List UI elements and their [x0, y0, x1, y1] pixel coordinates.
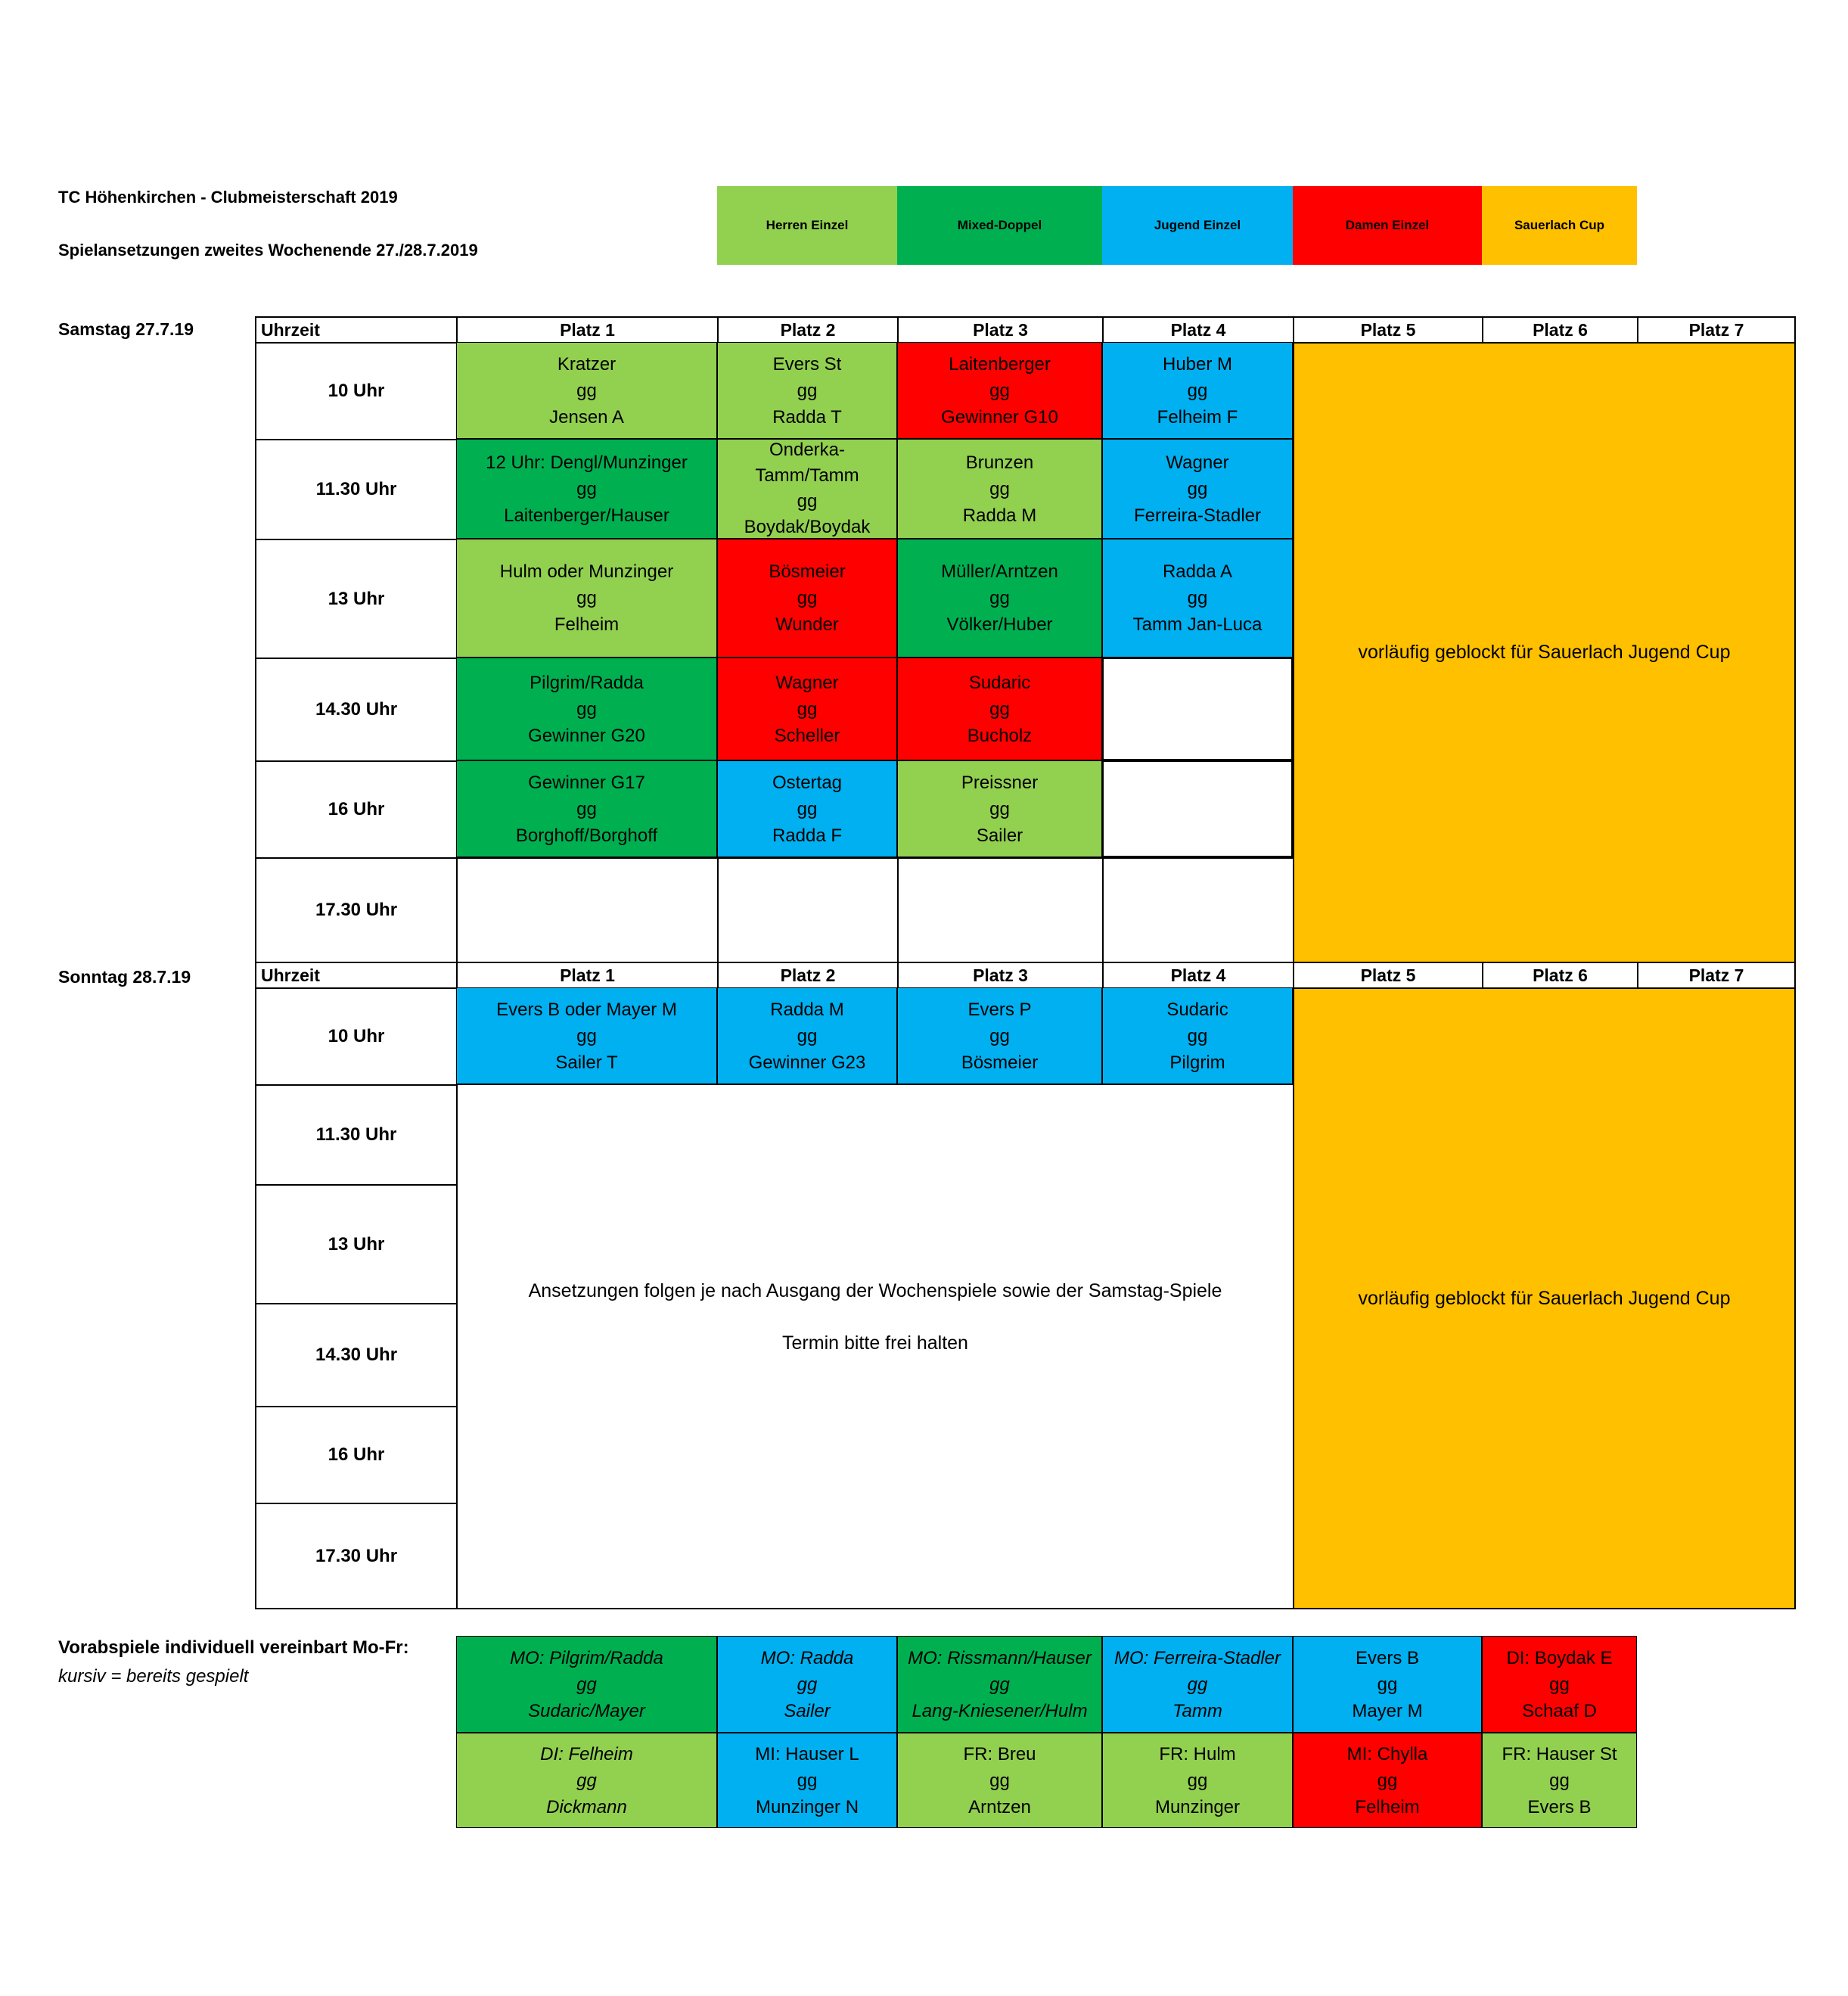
pre-r1-c2	[717, 1636, 897, 1733]
player-b: Schaaf D	[1522, 1700, 1597, 1721]
vs-label: gg	[989, 1674, 1010, 1695]
player-a: MO: Ferreira-Stadler	[1113, 1647, 1281, 1668]
player-a: FR: Hulm	[1159, 1743, 1236, 1764]
player-b: Jensen A	[549, 406, 624, 427]
player-a: Gewinner G17	[528, 772, 645, 793]
sat-match-r3-platz1	[456, 539, 717, 658]
player-b: Sailer	[976, 825, 1023, 846]
vs-label: gg	[1187, 1025, 1208, 1046]
vs-label: gg	[576, 1770, 597, 1791]
sat-time-4: 14.30 Uhr	[255, 658, 458, 762]
player-a: FR: Hauser St	[1502, 1743, 1617, 1764]
sun-time-3: 13 Uhr	[255, 1184, 458, 1304]
player-a: Wagner	[1166, 452, 1229, 473]
player-a: Wagner	[775, 672, 839, 693]
player-b: Evers B	[1527, 1796, 1592, 1817]
player-a: Evers St	[772, 353, 842, 375]
sun-time-2: 11.30 Uhr	[255, 1084, 458, 1186]
player-a: 12 Uhr: Dengl/Munzinger	[486, 452, 688, 473]
pre-r1-c3	[897, 1636, 1102, 1733]
player-a: Pilgrim/Radda	[530, 672, 644, 693]
vs-label: gg	[989, 478, 1010, 499]
vs-label: gg	[1187, 588, 1208, 608]
player-b: Arntzen	[968, 1796, 1031, 1817]
player-a: Radda M	[770, 999, 844, 1020]
player-a: Ostertag	[772, 772, 843, 793]
col-platz-5: Platz 5	[1293, 316, 1483, 344]
player-b: Wunder	[775, 614, 839, 635]
player-b: Sailer T	[555, 1052, 618, 1073]
pre-r1-c5	[1293, 1636, 1482, 1733]
sun-match-r1-platz2	[717, 987, 897, 1084]
col-platz-2: Platz 2	[717, 316, 899, 344]
player-a: Laitenberger	[949, 353, 1051, 375]
sat-match-r4-platz3	[897, 658, 1102, 760]
sun-notice: Ansetzungen folgen je nach Ausgang der Wochenspiele sowie der Samstag-Spiele	[528, 1280, 1222, 1301]
legend-damen-einzel: Damen Einzel	[1293, 186, 1482, 265]
sat-match-r5-platz1	[456, 760, 717, 857]
sat-time-3: 13 Uhr	[255, 539, 458, 659]
player-a: Sudaric	[968, 672, 1031, 693]
player-b: Radda T	[772, 406, 842, 427]
pre-note: kursiv = bereits gespielt	[58, 1666, 249, 1687]
sat-empty-r5-platz4	[1102, 760, 1293, 857]
pre-r2-c2	[717, 1733, 897, 1828]
player-b: Lang-Kniesener/Hulm	[912, 1700, 1088, 1721]
player-a: Hulm oder Munzinger	[499, 561, 674, 582]
sat-empty-r6-platz3	[897, 857, 1104, 963]
player-b: Boydak/Boydak	[744, 517, 871, 537]
vs-label: gg	[576, 798, 597, 819]
vs-label: gg	[989, 1025, 1010, 1046]
sat-match-r1-platz3	[897, 342, 1102, 439]
player-a: Evers P	[967, 999, 1032, 1020]
col-platz-4-sun: Platz 4	[1102, 962, 1294, 989]
vs-label: gg	[1187, 380, 1208, 401]
col-platz-2-sun: Platz 2	[717, 962, 899, 989]
pre-r2-c5	[1293, 1733, 1482, 1828]
vs-label: gg	[576, 1674, 597, 1695]
player-b: Scheller	[774, 725, 840, 746]
sunday-label: Sonntag 28.7.19	[58, 967, 191, 987]
sat-match-r5-platz3	[897, 760, 1102, 857]
player-a: Evers B	[1355, 1647, 1420, 1668]
sun-time-6: 17.30 Uhr	[255, 1503, 458, 1609]
col-platz-3-sun: Platz 3	[897, 962, 1104, 989]
player-a: Onderka- Tamm/Tamm	[755, 440, 859, 486]
vs-label: gg	[989, 1770, 1010, 1791]
sat-match-r1-platz1	[456, 342, 717, 439]
player-b: Sailer	[784, 1700, 831, 1721]
vs-label: gg	[1187, 1674, 1208, 1695]
sun-match-r1-platz1	[456, 987, 717, 1084]
player-a: FR: Breu	[963, 1743, 1036, 1764]
vs-label: gg	[797, 1674, 818, 1695]
player-b: Tamm Jan-Luca	[1132, 614, 1263, 635]
player-a: MO: Radda	[760, 1647, 854, 1668]
vs-label: gg	[989, 798, 1010, 819]
player-b: Sudaric/Mayer	[528, 1700, 645, 1721]
player-b: Radda F	[772, 825, 843, 846]
sat-match-r1-platz4	[1102, 342, 1293, 439]
col-platz-3: Platz 3	[897, 316, 1104, 344]
sat-match-r2-platz1	[456, 439, 717, 539]
player-b: Ferreira-Stadler	[1133, 505, 1262, 526]
pre-r2-c6	[1482, 1733, 1637, 1828]
sat-match-r2-platz3	[897, 439, 1102, 539]
sat-time-2: 11.30 Uhr	[255, 439, 458, 540]
player-a: Huber M	[1162, 353, 1233, 375]
legend-mixed-doppel: Mixed-Doppel	[897, 186, 1102, 265]
vs-label: gg	[989, 380, 1010, 401]
player-a: MO: Rissmann/Hauser	[908, 1647, 1092, 1668]
page-title: TC Höhenkirchen - Clubmeisterschaft 2019	[58, 188, 398, 207]
vs-label: gg	[576, 698, 597, 720]
sat-match-r1-platz2	[717, 342, 897, 439]
col-platz-7-sun: Platz 7	[1637, 962, 1796, 989]
player-b: Felheim F	[1157, 406, 1238, 427]
vs-label: gg	[797, 1025, 818, 1046]
player-b: Bucholz	[967, 725, 1033, 746]
sat-empty-r6-platz1	[456, 857, 719, 963]
player-a: MO: Pilgrim/Radda	[510, 1647, 663, 1668]
sat-time-1: 10 Uhr	[255, 342, 458, 440]
player-b: Bösmeier	[961, 1052, 1039, 1073]
vs-label: gg	[1187, 478, 1208, 499]
col-platz-6-sun: Platz 6	[1482, 962, 1638, 989]
vs-label: gg	[1549, 1770, 1570, 1791]
vs-label: gg	[1549, 1674, 1570, 1695]
vs-label: gg	[797, 588, 818, 608]
player-b: Laitenberger/Hauser	[504, 505, 669, 526]
player-b: Tamm	[1172, 1700, 1222, 1721]
pre-r1-c1	[456, 1636, 717, 1733]
sun-time-4: 14.30 Uhr	[255, 1303, 458, 1407]
pre-r1-c6	[1482, 1636, 1637, 1733]
col-platz-4: Platz 4	[1102, 316, 1294, 344]
vs-label: gg	[797, 798, 818, 819]
sat-time-5: 16 Uhr	[255, 760, 458, 859]
pre-r2-c3	[897, 1733, 1102, 1828]
player-b: Gewinner G20	[528, 725, 645, 746]
pre-title: Vorabspiele individuell vereinbart Mo-Fr:	[58, 1637, 409, 1658]
vs-label: gg	[797, 380, 818, 401]
player-b: Gewinner G23	[748, 1052, 866, 1073]
player-a: Kratzer	[557, 353, 617, 375]
pre-r2-c1	[456, 1733, 717, 1828]
sun-match-r1-platz4	[1102, 987, 1293, 1084]
col-platz-6: Platz 6	[1482, 316, 1638, 344]
sat-blocked-sauerlach: vorläufig geblockt für Sauerlach Jugend Cup	[1293, 342, 1796, 963]
player-b: Radda M	[962, 505, 1037, 526]
sun-match-r1-platz3	[897, 987, 1102, 1084]
sat-empty-r6-platz2	[717, 857, 899, 963]
player-a: DI: Felheim	[540, 1743, 633, 1764]
sat-match-r3-platz2	[717, 539, 897, 658]
sun-time-1: 10 Uhr	[255, 987, 458, 1086]
player-b: Völker/Huber	[946, 614, 1053, 635]
col-platz-5-sun: Platz 5	[1293, 962, 1483, 989]
player-a: MI: Chylla	[1346, 1743, 1428, 1764]
player-b: Pilgrim	[1169, 1052, 1225, 1073]
player-a: Sudaric	[1166, 999, 1228, 1020]
player-b: Dickmann	[546, 1796, 627, 1817]
page-subtitle: Spielansetzungen zweites Wochenende 27./28.7.2019	[58, 241, 478, 260]
vs-label: gg	[797, 698, 818, 720]
vs-label: gg	[1377, 1674, 1398, 1695]
pre-r1-c4	[1102, 1636, 1293, 1733]
vs-label: gg	[576, 478, 597, 499]
legend-herren-einzel: Herren Einzel	[717, 186, 897, 265]
sat-empty-r4-platz4	[1102, 658, 1293, 760]
sat-match-r4-platz2	[717, 658, 897, 760]
sat-match-r2-platz2	[717, 439, 897, 539]
player-a: Evers B oder Mayer M	[496, 999, 677, 1020]
vs-label: gg	[797, 491, 818, 511]
player-a: Bösmeier	[769, 561, 846, 582]
sat-match-r5-platz2	[717, 760, 897, 857]
player-a: MI: Hauser L	[755, 1743, 859, 1764]
vs-label: gg	[797, 1770, 818, 1791]
legend-jugend-einzel: Jugend Einzel	[1102, 186, 1293, 265]
player-b: Mayer M	[1352, 1700, 1423, 1721]
col-uhrzeit: Uhrzeit	[255, 316, 458, 344]
player-b: Gewinner G10	[941, 406, 1058, 427]
sun-notice-reserve: Termin bitte frei halten	[782, 1332, 968, 1354]
sun-time-5: 16 Uhr	[255, 1406, 458, 1504]
vs-label: gg	[1377, 1770, 1398, 1791]
sat-match-r3-platz3	[897, 539, 1102, 658]
vs-label: gg	[576, 380, 597, 401]
pre-r2-c4	[1102, 1733, 1293, 1828]
col-platz-1-sun: Platz 1	[456, 962, 719, 989]
saturday-label: Samstag 27.7.19	[58, 319, 194, 339]
sat-match-r3-platz4	[1102, 539, 1293, 658]
legend-sauerlach-cup: Sauerlach Cup	[1482, 186, 1637, 265]
col-platz-7: Platz 7	[1637, 316, 1796, 344]
vs-label: gg	[576, 588, 597, 608]
col-platz-1: Platz 1	[456, 316, 719, 344]
player-a: Brunzen	[965, 452, 1034, 473]
vs-label: gg	[1187, 1770, 1208, 1791]
player-b: Munzinger N	[755, 1796, 859, 1817]
sat-time-6: 17.30 Uhr	[255, 857, 458, 963]
player-b: Borghoff/Borghoff	[515, 825, 658, 846]
player-a: Radda A	[1162, 561, 1233, 582]
player-b: Felheim	[554, 614, 620, 635]
vs-label: gg	[989, 698, 1010, 720]
player-a: DI: Boydak E	[1506, 1647, 1613, 1668]
player-b: Felheim	[1355, 1796, 1420, 1817]
sat-match-r2-platz4	[1102, 439, 1293, 539]
sun-blocked-sauerlach: vorläufig geblockt für Sauerlach Jugend Cup	[1293, 987, 1796, 1609]
sat-empty-r6-platz4	[1102, 857, 1294, 963]
vs-label: gg	[576, 1025, 597, 1046]
player-a: Preissner	[961, 772, 1039, 793]
col-uhrzeit-sun: Uhrzeit	[255, 962, 458, 989]
player-a: Müller/Arntzen	[941, 561, 1058, 582]
sat-match-r4-platz1	[456, 658, 717, 760]
vs-label: gg	[989, 588, 1010, 608]
player-b: Munzinger	[1154, 1796, 1241, 1817]
